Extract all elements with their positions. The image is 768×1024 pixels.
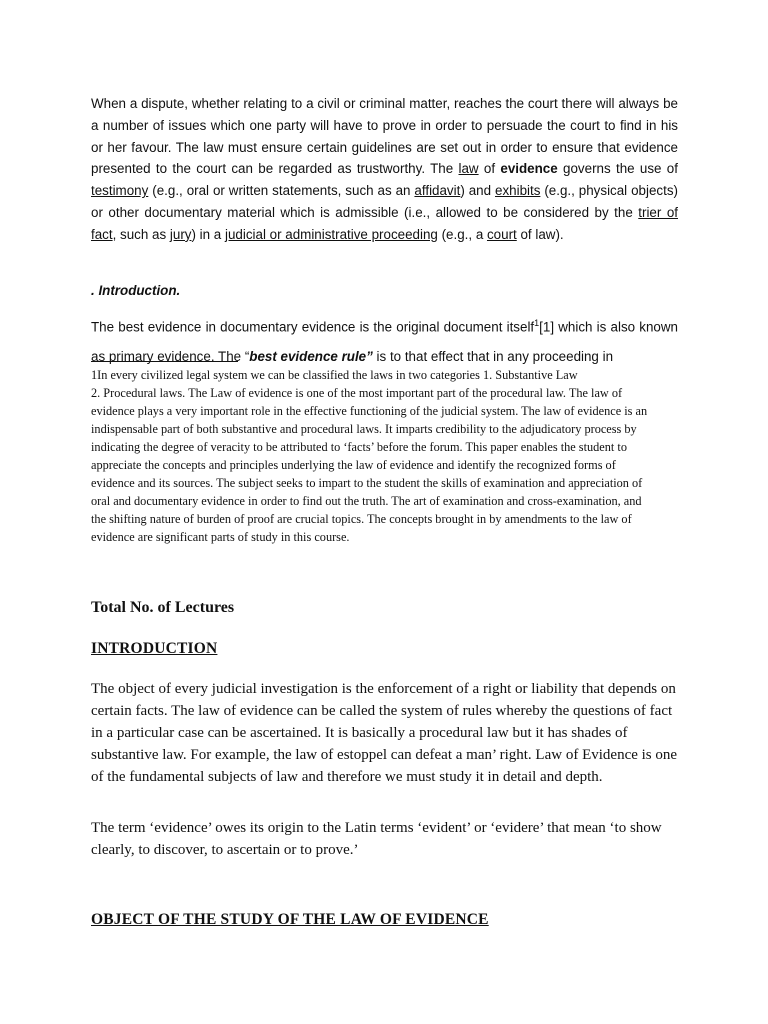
text-run: , such as (112, 226, 170, 242)
text-run: When a dispute, whether relating to a civil or criminal matter, reaches the court there will always be a number of issues which one party will have to prove in order to persuade the court to find in his or her favour. The law must ensure certain guidelines are set out in order to ensure that evidence presented to the court can be regarded as trustworthy. The (91, 96, 678, 177)
text-run: of law). (516, 226, 564, 242)
link-court[interactable]: court (486, 226, 517, 242)
introduction-heading: INTRODUCTION (91, 640, 218, 657)
text-run: (e.g., a (437, 226, 487, 242)
footnote-ref[interactable]: 1 (534, 318, 540, 328)
footnote-line-1: 1In every civilized legal system we can be classified the laws in two categories 1. Substantive Law (91, 368, 578, 382)
link-affidavit[interactable]: affidavit (414, 183, 461, 199)
footnote-line-2: 2. Procedural laws. The Law of evidence is one of the most important part of the procedural law. The law of evidence plays a very important role in the effective functioning of the judicial system. The law of evidence is an indispensable part of both substantive and procedural laws. It imparts credibility to the adjudicatory process by indicating the degree of veracity to be attributed to ‘facts’ before the forum. This paper enables the student to appreciate the concepts and principles underlying the law of evidence and identify the recognized forms of evidence and its sources. The subject seeks to impart to the student the skills of examination and appreciation of oral and documentary evidence in order to find out the truth. The art of examination and cross-examination, and the shifting nature of burden of proof are crucial topics. The concepts brought in by amendments to the law of evidence are significant parts of study in this course. (91, 386, 648, 544)
object-heading: OBJECT OF THE STUDY OF THE LAW OF EVIDENCE (91, 911, 489, 928)
introduction-paragraph: The object of every judicial investigation is the enforcement of a right or liability that depends on certain facts. The law of evidence can be called the system of rules whereby the questions of fact in a particular case can be ascertained. It is basically a procedural law but it has shades of substantive law. For example, the law of estoppel can defeat a man’ right. Law of Evidence is one of the fundamental subjects of law and therefore we must study it in detail and depth. (91, 681, 678, 785)
text-run: The best evidence in documentary evidence is the original document itself (91, 319, 535, 335)
evidence-origin-paragraph: The term ‘evidence’ owes its origin to the Latin terms ‘evident’ or ‘evidere’ that mean ‘to show clearly, to discover, to ascertain or to prove.’ (91, 820, 662, 858)
link-exhibits[interactable]: exhibits (495, 183, 541, 199)
text-run: is to that effect that in any proceeding in (372, 349, 614, 365)
best-evidence-paragraph (91, 308, 678, 372)
link-judicial-proceeding[interactable]: judicial or administrative proceeding (224, 226, 438, 242)
text-run: ) and (460, 183, 495, 199)
footnote (91, 366, 657, 546)
evidence-term: evidence (500, 161, 558, 177)
best-evidence-rule-term: best evidence rule” (249, 349, 373, 365)
lectures-heading: Total No. of Lectures (91, 599, 235, 616)
text-run: governs the use of (557, 161, 678, 177)
text-run: (e.g., oral or written statements, such as an (148, 183, 415, 199)
link-testimony[interactable]: testimony (91, 183, 149, 199)
link-law[interactable]: law (458, 161, 479, 177)
text-run: (e.g., physical objects) or other documentary material which is admissible (i.e., allowed to be considered by the (91, 183, 678, 220)
link-jury[interactable]: jury (169, 226, 192, 242)
footnote-separator (91, 361, 238, 362)
link-trier-of-fact[interactable]: trier of fact (91, 204, 678, 242)
text-run: [1] which is also known as primary evidence. The “ (91, 319, 678, 365)
text-run: of (478, 161, 501, 177)
intro-subheading: . Introduction. (91, 283, 181, 298)
text-run: ) in a (191, 226, 225, 242)
opening-paragraph (91, 93, 678, 246)
